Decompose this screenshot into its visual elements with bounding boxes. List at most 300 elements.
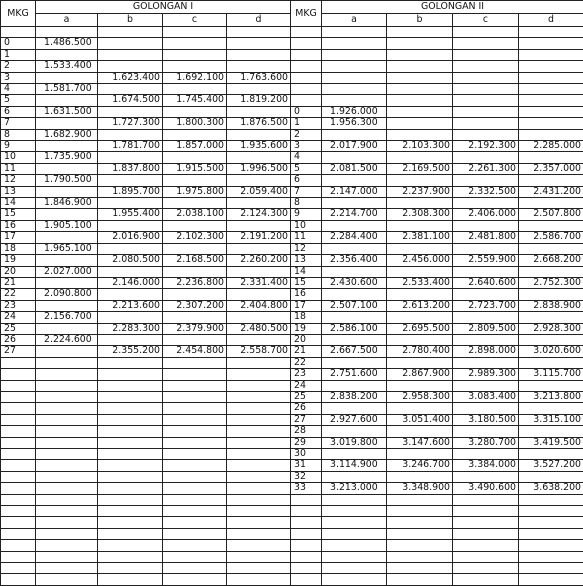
mkg-cell-gol2 [291, 562, 322, 573]
salary-cell-gol1-c [163, 528, 227, 539]
table-row [1, 243, 583, 254]
mkg-cell-gol2: 29 [291, 437, 322, 448]
mkg-cell-gol1: 9 [1, 141, 36, 152]
salary-cell-gol2-c: 2.559.900 [453, 255, 519, 266]
salary-cell-gol1-c [163, 494, 227, 505]
salary-cell-gol2-a [322, 129, 387, 140]
table-row [1, 483, 583, 494]
salary-cell-gol1-a [36, 403, 98, 414]
col-a-header-1: a [36, 14, 98, 27]
salary-cell-gol2-d [519, 27, 583, 38]
salary-cell-gol2-d [519, 494, 583, 505]
mkg-cell-gol2: 10 [291, 220, 322, 231]
salary-cell-gol1-d: 2.059.400 [227, 186, 291, 197]
salary-cell-gol1-d: 2.124.300 [227, 209, 291, 220]
salary-cell-gol2-b [387, 266, 453, 277]
salary-cell-gol1-c [163, 403, 227, 414]
salary-cell-gol2-b: 2.237.900 [387, 186, 453, 197]
salary-cell-gol2-a: 2.430.600 [322, 277, 387, 288]
salary-cell-gol1-c [163, 129, 227, 140]
col-c-header-1: c [163, 14, 227, 27]
salary-cell-gol1-b [98, 61, 163, 72]
salary-cell-gol2-a [322, 517, 387, 528]
salary-cell-gol2-d [519, 540, 583, 551]
salary-cell-gol1-a [36, 277, 98, 288]
salary-cell-gol2-a: 2.147.000 [322, 186, 387, 197]
salary-cell-gol1-a: 1.735.900 [36, 152, 98, 163]
table-row [1, 152, 583, 163]
table-row [1, 369, 583, 380]
salary-cell-gol2-c [453, 528, 519, 539]
salary-cell-gol2-c: 3.083.400 [453, 391, 519, 402]
mkg-cell-gol2: 22 [291, 357, 322, 368]
salary-cell-gol1-b [98, 562, 163, 573]
salary-cell-gol2-d: 2.928.300 [519, 323, 583, 334]
salary-cell-gol2-c [453, 152, 519, 163]
salary-cell-gol2-b [387, 152, 453, 163]
salary-cell-gol1-d [227, 540, 291, 551]
mkg-cell-gol2: 26 [291, 403, 322, 414]
mkg-cell-gol2: 17 [291, 300, 322, 311]
mkg-cell-gol1: 23 [1, 300, 36, 311]
table-row [1, 460, 583, 471]
salary-cell-gol1-a [36, 414, 98, 425]
mkg-cell-gol2: 0 [291, 106, 322, 117]
salary-cell-gol1-c [163, 84, 227, 95]
mkg-cell-gol1 [1, 483, 36, 494]
salary-cell-gol1-b [98, 312, 163, 323]
table-row [1, 232, 583, 243]
salary-cell-gol1-d [227, 266, 291, 277]
salary-cell-gol1-b [98, 369, 163, 380]
table-row [1, 528, 583, 539]
salary-cell-gol1-c: 1.857.000 [163, 141, 227, 152]
salary-cell-gol2-b [387, 129, 453, 140]
salary-cell-gol2-b [387, 471, 453, 482]
salary-cell-gol1-a [36, 426, 98, 437]
table-row [1, 391, 583, 402]
table-row [1, 38, 583, 49]
table-row [1, 198, 583, 209]
salary-cell-gol2-a: 3.114.900 [322, 460, 387, 471]
mkg-cell-gol1: 22 [1, 289, 36, 300]
salary-cell-gol1-c [163, 289, 227, 300]
salary-cell-gol2-b [387, 27, 453, 38]
salary-cell-gol2-d [519, 574, 583, 585]
salary-cell-gol2-b [387, 528, 453, 539]
mkg-cell-gol2: 33 [291, 483, 322, 494]
salary-cell-gol1-d: 1.876.500 [227, 118, 291, 129]
salary-cell-gol2-d [519, 95, 583, 106]
salary-cell-gol1-a [36, 494, 98, 505]
salary-cell-gol2-d [519, 380, 583, 391]
mkg-cell-gol1: 17 [1, 232, 36, 243]
salary-cell-gol2-a [322, 95, 387, 106]
salary-cell-gol1-b: 2.016.900 [98, 232, 163, 243]
mkg-cell-gol2: 5 [291, 163, 322, 174]
salary-cell-gol2-c [453, 198, 519, 209]
mkg-cell-gol2: 25 [291, 391, 322, 402]
salary-cell-gol1-b [98, 528, 163, 539]
salary-cell-gol2-d [519, 38, 583, 49]
salary-cell-gol2-c [453, 95, 519, 106]
salary-cell-gol1-d [227, 334, 291, 345]
table-row [1, 118, 583, 129]
salary-cell-gol1-b: 2.355.200 [98, 346, 163, 357]
salary-cell-gol2-d [519, 49, 583, 60]
salary-cell-gol1-b [98, 38, 163, 49]
salary-cell-gol2-d [519, 471, 583, 482]
salary-cell-gol1-d: 2.480.500 [227, 323, 291, 334]
salary-cell-gol1-b: 1.674.500 [98, 95, 163, 106]
mkg-cell-gol1: 1 [1, 49, 36, 60]
salary-cell-gol1-d [227, 289, 291, 300]
mkg-cell-gol1: 18 [1, 243, 36, 254]
salary-cell-gol1-b [98, 403, 163, 414]
salary-cell-gol1-c [163, 243, 227, 254]
mkg-cell-gol2: 31 [291, 460, 322, 471]
salary-cell-gol2-c [453, 220, 519, 231]
mkg-cell-gol2 [291, 540, 322, 551]
salary-cell-gol2-b: 2.103.300 [387, 141, 453, 152]
table-row [1, 163, 583, 174]
salary-cell-gol1-c [163, 175, 227, 186]
salary-cell-gol2-c [453, 27, 519, 38]
salary-cell-gol1-c [163, 106, 227, 117]
mkg-cell-gol1: 13 [1, 186, 36, 197]
salary-cell-gol2-c: 2.481.800 [453, 232, 519, 243]
mkg-cell-gol2: 9 [291, 209, 322, 220]
salary-cell-gol2-a: 2.356.400 [322, 255, 387, 266]
salary-cell-gol1-b [98, 175, 163, 186]
salary-cell-gol1-d: 2.331.400 [227, 277, 291, 288]
salary-cell-gol1-b: 1.623.400 [98, 72, 163, 83]
salary-cell-gol2-b: 2.867.900 [387, 369, 453, 380]
mkg-cell-gol1: 5 [1, 95, 36, 106]
salary-cell-gol1-c: 2.307.200 [163, 300, 227, 311]
salary-cell-gol1-a: 1.533.400 [36, 61, 98, 72]
salary-cell-gol2-d: 2.431.200 [519, 186, 583, 197]
salary-cell-gol1-b: 2.080.500 [98, 255, 163, 266]
salary-cell-gol2-d [519, 266, 583, 277]
salary-cell-gol2-d [519, 152, 583, 163]
salary-cell-gol2-c [453, 540, 519, 551]
salary-cell-gol2-b [387, 494, 453, 505]
salary-cell-gol1-d [227, 551, 291, 562]
table-row [1, 323, 583, 334]
salary-cell-gol2-d: 2.586.700 [519, 232, 583, 243]
salary-cell-gol1-b [98, 49, 163, 60]
salary-cell-gol2-a [322, 380, 387, 391]
mkg-cell-gol1 [1, 380, 36, 391]
salary-cell-gol2-d [519, 312, 583, 323]
salary-cell-gol2-d: 2.752.300 [519, 277, 583, 288]
salary-cell-gol1-d: 2.191.200 [227, 232, 291, 243]
salary-cell-gol2-b [387, 380, 453, 391]
salary-cell-gol1-b [98, 437, 163, 448]
salary-cell-gol2-a [322, 289, 387, 300]
table-row [1, 277, 583, 288]
table-row [1, 357, 583, 368]
table-row [1, 346, 583, 357]
salary-cell-gol2-b [387, 403, 453, 414]
mkg-cell-gol1 [1, 506, 36, 517]
salary-cell-gol1-b [98, 426, 163, 437]
salary-cell-gol2-b [387, 243, 453, 254]
mkg-cell-gol1: 15 [1, 209, 36, 220]
table-row [1, 449, 583, 460]
salary-cell-gol1-c [163, 437, 227, 448]
salary-cell-gol2-b: 2.958.300 [387, 391, 453, 402]
mkg-cell-gol2 [291, 84, 322, 95]
salary-cell-gol2-a [322, 334, 387, 345]
salary-cell-gol2-b [387, 106, 453, 117]
salary-cell-gol1-c: 1.745.400 [163, 95, 227, 106]
salary-cell-gol2-a [322, 357, 387, 368]
salary-cell-gol1-a [36, 232, 98, 243]
salary-cell-gol1-b [98, 357, 163, 368]
mkg-cell-gol2: 24 [291, 380, 322, 391]
mkg-cell-gol1 [1, 494, 36, 505]
mkg-cell-gol2: 18 [291, 312, 322, 323]
salary-cell-gol1-c: 1.800.300 [163, 118, 227, 129]
salary-cell-gol2-c: 3.180.500 [453, 414, 519, 425]
salary-cell-gol1-d: 1.763.600 [227, 72, 291, 83]
salary-cell-gol2-b [387, 517, 453, 528]
salary-cell-gol2-c [453, 38, 519, 49]
mkg-cell-gol1 [1, 517, 36, 528]
mkg-cell-gol1 [1, 551, 36, 562]
salary-cell-gol2-a [322, 152, 387, 163]
salary-cell-gol2-b [387, 540, 453, 551]
salary-cell-gol1-c [163, 61, 227, 72]
salary-cell-gol1-c [163, 540, 227, 551]
salary-cell-gol1-a [36, 255, 98, 266]
salary-cell-gol2-c [453, 357, 519, 368]
salary-cell-gol1-c [163, 460, 227, 471]
salary-cell-gol2-d [519, 84, 583, 95]
salary-cell-gol2-c [453, 517, 519, 528]
table-row [1, 95, 583, 106]
salary-cell-gol2-d [519, 106, 583, 117]
table-row [1, 72, 583, 83]
mkg-cell-gol2 [291, 95, 322, 106]
salary-cell-gol2-c [453, 506, 519, 517]
salary-cell-gol2-d: 3.213.800 [519, 391, 583, 402]
salary-cell-gol2-d [519, 562, 583, 573]
salary-cell-gol2-c [453, 449, 519, 460]
salary-cell-gol2-a [322, 49, 387, 60]
salary-cell-gol2-a [322, 551, 387, 562]
salary-cell-gol2-b [387, 72, 453, 83]
salary-cell-gol1-b [98, 517, 163, 528]
salary-cell-gol2-d: 3.115.700 [519, 369, 583, 380]
salary-cell-gol1-d [227, 129, 291, 140]
mkg-cell-gol2: 13 [291, 255, 322, 266]
table-row [1, 540, 583, 551]
mkg-cell-gol1 [1, 357, 36, 368]
salary-cell-gol2-a: 2.667.500 [322, 346, 387, 357]
salary-cell-gol1-d [227, 312, 291, 323]
salary-cell-gol1-b [98, 506, 163, 517]
mkg-cell-gol1 [1, 540, 36, 551]
salary-cell-gol1-d [227, 175, 291, 186]
salary-cell-gol1-a: 1.631.500 [36, 106, 98, 117]
salary-cell-gol1-a [36, 27, 98, 38]
salary-cell-gol2-c [453, 471, 519, 482]
mkg-cell-gol2: 2 [291, 129, 322, 140]
mkg-cell-gol1: 26 [1, 334, 36, 345]
golongan-2-header: GOLONGAN II [322, 1, 583, 14]
salary-cell-gol2-d: 3.638.200 [519, 483, 583, 494]
salary-cell-gol1-c [163, 220, 227, 231]
salary-cell-gol2-c: 2.192.300 [453, 141, 519, 152]
salary-cell-gol1-b [98, 198, 163, 209]
mkg-cell-gol2: 7 [291, 186, 322, 197]
salary-cell-gol1-c: 2.038.100 [163, 209, 227, 220]
salary-cell-gol1-a: 2.224.600 [36, 334, 98, 345]
salary-cell-gol1-b: 2.213.600 [98, 300, 163, 311]
col-d-header-1: d [227, 14, 291, 27]
salary-cell-gol2-c: 2.332.500 [453, 186, 519, 197]
salary-cell-gol2-c: 2.406.000 [453, 209, 519, 220]
salary-cell-gol1-b [98, 380, 163, 391]
salary-cell-gol1-a [36, 72, 98, 83]
salary-cell-gol1-a: 1.790.500 [36, 175, 98, 186]
salary-cell-gol1-d [227, 391, 291, 402]
salary-cell-gol1-d [227, 471, 291, 482]
salary-cell-gol2-a: 1.956.300 [322, 118, 387, 129]
salary-cell-gol2-d [519, 243, 583, 254]
salary-cell-gol1-a: 1.682.900 [36, 129, 98, 140]
mkg-cell-gol2 [291, 517, 322, 528]
salary-cell-gol2-c: 2.989.300 [453, 369, 519, 380]
salary-cell-gol1-c: 1.975.800 [163, 186, 227, 197]
salary-cell-gol1-c [163, 369, 227, 380]
table-row [1, 574, 583, 585]
salary-cell-gol2-a [322, 72, 387, 83]
salary-cell-gol1-d [227, 506, 291, 517]
mkg-cell-gol2 [291, 72, 322, 83]
table-row [1, 300, 583, 311]
salary-cell-gol2-c [453, 289, 519, 300]
salary-cell-gol2-b [387, 61, 453, 72]
salary-cell-gol1-a [36, 574, 98, 585]
salary-cell-gol1-c [163, 38, 227, 49]
salary-cell-gol2-b [387, 118, 453, 129]
mkg-cell-gol1: 11 [1, 163, 36, 174]
salary-cell-gol2-b [387, 84, 453, 95]
table-row [1, 403, 583, 414]
salary-cell-gol1-c [163, 551, 227, 562]
mkg-cell-gol2 [291, 27, 322, 38]
salary-cell-gol2-b [387, 175, 453, 186]
mkg-cell-gol2: 32 [291, 471, 322, 482]
table-row [1, 437, 583, 448]
salary-cell-gol1-c [163, 483, 227, 494]
mkg-cell-gol2: 12 [291, 243, 322, 254]
salary-cell-gol2-c: 2.723.700 [453, 300, 519, 311]
salary-cell-gol2-d [519, 334, 583, 345]
salary-cell-gol2-d [519, 220, 583, 231]
salary-cell-gol2-b: 2.780.400 [387, 346, 453, 357]
mkg-cell-gol1: 7 [1, 118, 36, 129]
salary-cell-gol2-b [387, 551, 453, 562]
salary-cell-gol2-d [519, 72, 583, 83]
table-row [1, 49, 583, 60]
salary-cell-gol1-d [227, 483, 291, 494]
salary-cell-gol2-d [519, 506, 583, 517]
salary-cell-gol2-b [387, 289, 453, 300]
salary-cell-gol1-c [163, 49, 227, 60]
mkg-cell-gol1: 0 [1, 38, 36, 49]
salary-cell-gol2-b [387, 426, 453, 437]
salary-cell-gol1-a [36, 391, 98, 402]
salary-cell-gol1-a: 2.027.000 [36, 266, 98, 277]
table-row [1, 106, 583, 117]
salary-cell-gol2-c: 3.384.000 [453, 460, 519, 471]
salary-cell-gol1-d: 1.935.600 [227, 141, 291, 152]
mkg-cell-gol2: 1 [291, 118, 322, 129]
salary-cell-gol1-d [227, 49, 291, 60]
salary-cell-gol1-d [227, 574, 291, 585]
table-row [1, 506, 583, 517]
salary-cell-gol1-a [36, 562, 98, 573]
salary-cell-gol1-c [163, 471, 227, 482]
mkg-cell-gol2: 6 [291, 175, 322, 186]
salary-cell-gol2-c [453, 129, 519, 140]
salary-cell-gol1-d [227, 517, 291, 528]
salary-cell-gol1-d [227, 460, 291, 471]
salary-cell-gol2-c [453, 334, 519, 345]
mkg-cell-gol2: 27 [291, 414, 322, 425]
salary-cell-gol1-b: 2.283.300 [98, 323, 163, 334]
mkg-cell-gol2: 14 [291, 266, 322, 277]
mkg-cell-gol2: 30 [291, 449, 322, 460]
salary-cell-gol1-b [98, 449, 163, 460]
salary-cell-gol2-d [519, 528, 583, 539]
salary-cell-gol2-a [322, 312, 387, 323]
salary-cell-gol2-a [322, 403, 387, 414]
salary-cell-gol1-b: 2.146.000 [98, 277, 163, 288]
mkg-cell-gol2 [291, 61, 322, 72]
salary-cell-gol1-b: 1.895.700 [98, 186, 163, 197]
salary-cell-gol1-d [227, 61, 291, 72]
salary-cell-gol2-a [322, 27, 387, 38]
salary-cell-gol2-a [322, 494, 387, 505]
salary-cell-gol2-d: 3.315.100 [519, 414, 583, 425]
salary-cell-gol2-b [387, 449, 453, 460]
salary-cell-gol2-c: 2.809.500 [453, 323, 519, 334]
mkg-cell-gol2 [291, 38, 322, 49]
salary-cell-gol2-d: 2.357.000 [519, 163, 583, 174]
salary-cell-gol2-a: 2.017.900 [322, 141, 387, 152]
table-row [1, 186, 583, 197]
salary-cell-gol1-a [36, 540, 98, 551]
mkg-cell-gol1: 14 [1, 198, 36, 209]
salary-cell-gol2-d [519, 198, 583, 209]
salary-cell-gol1-d [227, 152, 291, 163]
salary-cell-gol1-a: 2.156.700 [36, 312, 98, 323]
salary-cell-gol1-a: 2.090.800 [36, 289, 98, 300]
salary-cell-gol2-c [453, 49, 519, 60]
salary-cell-gol2-a: 3.213.000 [322, 483, 387, 494]
salary-cell-gol2-c [453, 72, 519, 83]
salary-cell-gol2-c [453, 574, 519, 585]
salary-cell-gol2-b [387, 334, 453, 345]
salary-cell-gol2-a [322, 540, 387, 551]
salary-cell-gol2-c [453, 118, 519, 129]
